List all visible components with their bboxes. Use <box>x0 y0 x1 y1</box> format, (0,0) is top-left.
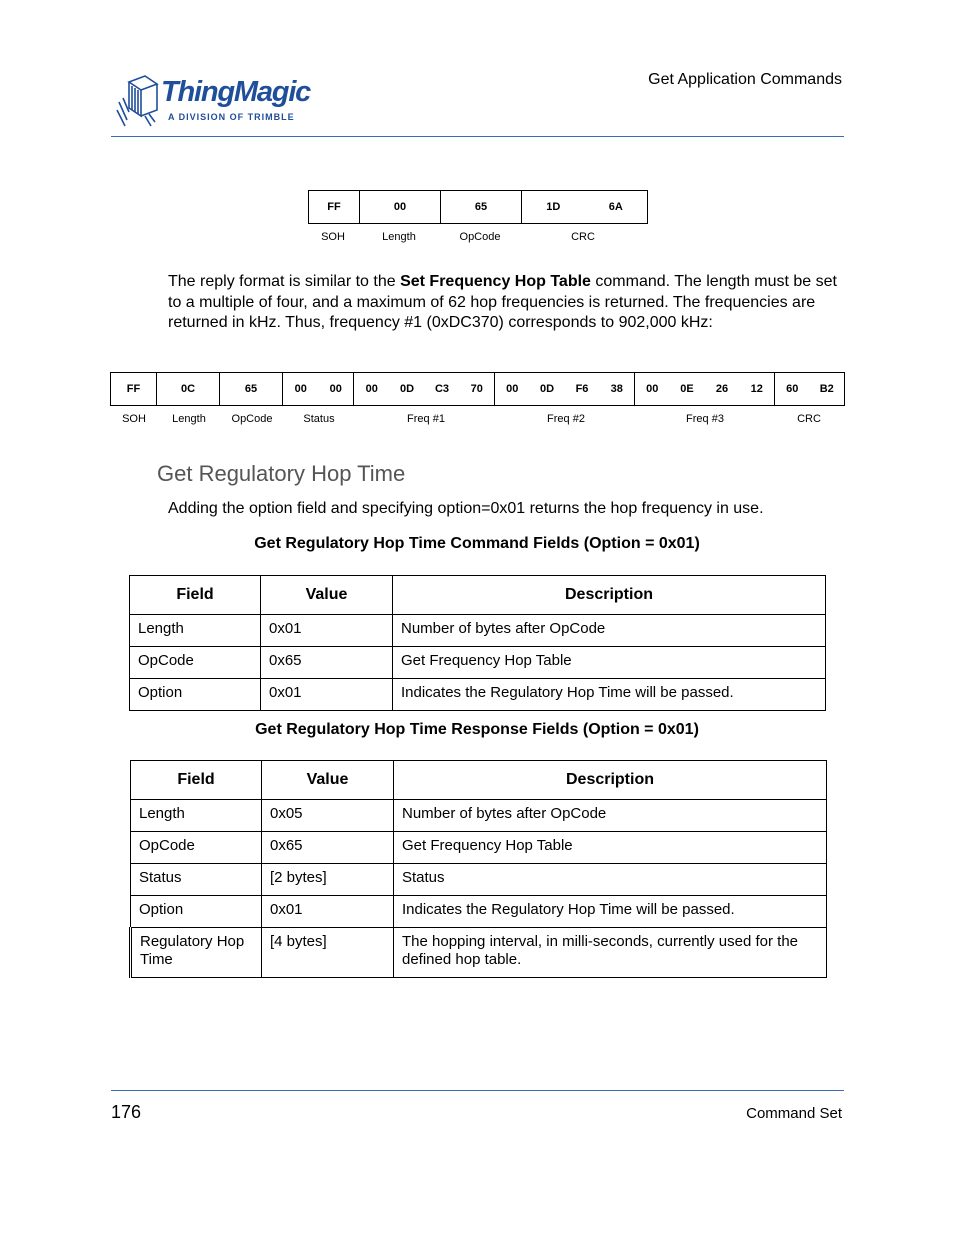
packet-byte: 65 <box>220 373 283 406</box>
packet-label: SOH <box>122 413 146 425</box>
packet-byte: 0D <box>530 373 565 406</box>
paragraph-text: command. The length must be set to a multiple of four, and a maximum of 62 hop frequencies is returned. The frequencies are returned in kHz. Thus, frequency #1 (0xDC370) corresponds to 902,000 kHz: <box>168 273 837 331</box>
table-header-row <box>131 761 827 800</box>
packet-byte: 1D <box>522 191 585 224</box>
packet-label: Freq #1 <box>407 413 445 425</box>
logo-wordmark: ThingMagic <box>161 76 311 108</box>
packet-label: Status <box>303 413 335 425</box>
field-cell: Status <box>131 864 262 896</box>
packet-label: SOH <box>321 231 345 243</box>
header-rule <box>111 136 844 137</box>
packet-label: Length <box>172 413 206 425</box>
description-cell: Indicates the Regulatory Hop Time will be passed. <box>394 896 827 928</box>
description-cell: Status <box>394 864 827 896</box>
packet-label: Freq #2 <box>547 413 585 425</box>
column-header: Value <box>261 576 393 615</box>
column-header: Field <box>131 761 262 800</box>
reply-format-paragraph <box>168 272 848 334</box>
command-table-caption: Get Regulatory Hop Time Command Fields (Option = 0x01) <box>254 535 700 552</box>
packet-byte: 00 <box>635 373 670 406</box>
column-header: Description <box>394 761 827 800</box>
packet-byte: FF <box>309 191 360 224</box>
packet-byte: 38 <box>600 373 635 406</box>
logo <box>115 72 315 132</box>
packet-byte: C3 <box>425 373 460 406</box>
packet-byte: FF <box>111 373 157 406</box>
field-cell: Option <box>130 679 261 711</box>
packet-byte: 0C <box>157 373 220 406</box>
packet-byte: 0D <box>390 373 425 406</box>
field-cell: Regulatory Hop Time <box>131 928 262 978</box>
packet-byte: 26 <box>705 373 740 406</box>
packet-byte: 00 <box>495 373 530 406</box>
response-table-caption: Get Regulatory Hop Time Response Fields (Option = 0x01) <box>255 721 699 738</box>
value-cell: [2 bytes] <box>262 864 394 896</box>
command-fields-table <box>129 575 826 711</box>
packet-label: OpCode <box>231 413 273 425</box>
table-row <box>131 928 827 978</box>
running-header: Get Application Commands <box>648 71 842 88</box>
response-fields-table <box>129 760 827 978</box>
packet-byte: 00 <box>354 373 390 406</box>
field-cell: OpCode <box>131 832 262 864</box>
table-row <box>131 896 827 928</box>
table-row <box>131 800 827 832</box>
packet-byte: 00 <box>283 373 319 406</box>
packet-label: CRC <box>571 231 595 243</box>
description-cell: Number of bytes after OpCode <box>393 615 826 647</box>
page-number: 176 <box>111 1102 142 1122</box>
table-row <box>130 679 826 711</box>
description-cell: Number of bytes after OpCode <box>394 800 827 832</box>
response-packet <box>110 372 845 406</box>
command-packet <box>308 190 648 224</box>
value-cell: [4 bytes] <box>262 928 394 978</box>
column-header: Field <box>130 576 261 615</box>
field-cell: Option <box>131 896 262 928</box>
packet-byte: B2 <box>810 373 845 406</box>
packet-byte: 12 <box>740 373 775 406</box>
footer-rule <box>111 1090 844 1091</box>
value-cell: 0x01 <box>261 615 393 647</box>
packet-byte: 00 <box>319 373 354 406</box>
packet-byte: 0E <box>670 373 705 406</box>
field-cell: Length <box>130 615 261 647</box>
column-header: Value <box>262 761 394 800</box>
logo-subtitle: A DIVISION OF TRIMBLE <box>168 112 295 122</box>
table-row <box>131 832 827 864</box>
section-intro: Adding the option field and specifying option=0x01 returns the hop frequency in use. <box>168 500 764 517</box>
packet-byte: F6 <box>565 373 600 406</box>
field-cell: Length <box>131 800 262 832</box>
packet-label: OpCode <box>459 231 501 243</box>
table-header-row <box>130 576 826 615</box>
packet-byte: 60 <box>775 373 810 406</box>
packet-label: Length <box>382 231 416 243</box>
packet-byte: 65 <box>441 191 522 224</box>
section-heading: Get Regulatory Hop Time <box>157 461 406 486</box>
packet-label: CRC <box>797 413 821 425</box>
packet-byte: 70 <box>460 373 495 406</box>
paragraph-text: The reply format is similar to the <box>168 273 401 290</box>
footer-section-name: Command Set <box>746 1105 842 1122</box>
value-cell: 0x65 <box>261 647 393 679</box>
table-row <box>131 864 827 896</box>
column-header: Description <box>393 576 826 615</box>
value-cell: 0x65 <box>262 832 394 864</box>
packet-byte: 6A <box>585 191 648 224</box>
value-cell: 0x05 <box>262 800 394 832</box>
description-cell: Indicates the Regulatory Hop Time will be passed. <box>393 679 826 711</box>
field-cell: OpCode <box>130 647 261 679</box>
table-row <box>130 615 826 647</box>
reader-device-icon <box>115 72 161 130</box>
description-cell: Get Frequency Hop Table <box>393 647 826 679</box>
value-cell: 0x01 <box>261 679 393 711</box>
description-cell: Get Frequency Hop Table <box>394 832 827 864</box>
packet-label: Freq #3 <box>686 413 724 425</box>
packet-byte: 00 <box>360 191 441 224</box>
table-row <box>130 647 826 679</box>
description-cell: The hopping interval, in milli-seconds, currently used for the defined hop table. <box>394 928 827 978</box>
command-reference: Set Frequency Hop Table <box>400 273 591 290</box>
value-cell: 0x01 <box>262 896 394 928</box>
